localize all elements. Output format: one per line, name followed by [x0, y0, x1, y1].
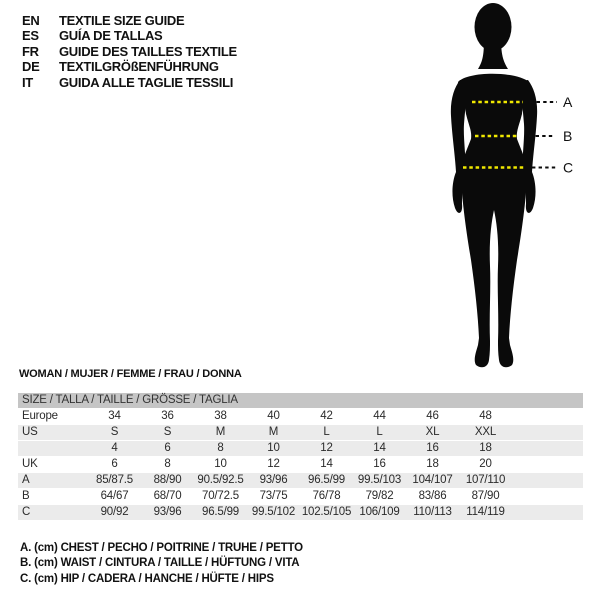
size-value-cell: S: [163, 426, 172, 438]
table-row: [18, 489, 583, 504]
size-value-cell: XL: [425, 426, 440, 438]
size-value-cell: 88/90: [153, 474, 182, 486]
language-title: GUÍA DE TALLAS: [59, 28, 163, 44]
table-row: [18, 409, 583, 424]
size-value-cell: 73/75: [259, 490, 288, 502]
size-value-cell: 10: [267, 442, 280, 454]
legend-line: A. (cm) CHEST / PECHO / POITRINE / TRUHE / PETTO: [20, 542, 303, 554]
section-title: WOMAN / MUJER / FEMME / FRAU / DONNA: [19, 368, 242, 380]
table-row: [18, 473, 583, 488]
table-row: [18, 425, 583, 440]
size-value-cell: 90/92: [100, 506, 129, 518]
legend-line: C. (cm) HIP / CADERA / HANCHE / HÜFTE / HIPS: [20, 572, 274, 585]
size-value-cell: 14: [320, 458, 333, 470]
size-value-cell: M: [268, 426, 279, 438]
size-value-cell: 14: [373, 442, 386, 454]
row-filler: [512, 457, 583, 472]
size-value-cell: L: [376, 426, 383, 438]
row-label: C: [22, 506, 31, 518]
size-value-cell: S: [110, 426, 119, 438]
size-value-cell: 93/96: [153, 506, 182, 518]
size-value-cell: XXL: [474, 426, 497, 438]
size-value-cell: 107/110: [465, 474, 506, 486]
size-value-cell: 4: [111, 442, 118, 454]
size-value-cell: 16: [426, 442, 439, 454]
legend-line: B. (cm) WAIST / CINTURA / TAILLE / HÜFTUNG / VITA: [20, 557, 300, 570]
row-filler: [512, 409, 583, 424]
size-value-cell: 8: [217, 442, 224, 454]
size-value-cell: 34: [108, 410, 121, 422]
measure-label-b: B: [563, 128, 573, 144]
size-value-cell: 76/78: [312, 490, 341, 502]
language-title: GUIDA ALLE TAGLIE TESSILI: [59, 74, 234, 90]
size-value-cell: 99.5/102: [251, 506, 296, 518]
row-label: A: [22, 474, 30, 486]
size-table-header: SIZE / TALLA / TAILLE / GRÖSSE / TAGLIA: [18, 393, 583, 408]
size-value-cell: 83/86: [418, 490, 447, 502]
size-table: [18, 393, 583, 521]
size-value-cell: 12: [267, 458, 280, 470]
row-filler: [512, 425, 583, 440]
table-row: [18, 505, 583, 520]
size-value-cell: 70/72.5: [202, 490, 239, 502]
size-value-cell: 96.5/99: [308, 474, 345, 486]
language-code: DE: [22, 59, 40, 75]
size-value-cell: 96.5/99: [202, 506, 239, 518]
language-row: [22, 59, 237, 74]
size-value-cell: 85/87.5: [96, 474, 133, 486]
size-value-cell: 99.5/103: [357, 474, 402, 486]
language-title: GUIDE DES TAILLES TEXTILE: [59, 43, 237, 59]
language-code: ES: [22, 28, 39, 44]
size-value-cell: 42: [320, 410, 333, 422]
language-row: [22, 75, 237, 90]
language-code: EN: [22, 13, 40, 28]
size-value-cell: 10: [214, 458, 227, 470]
language-row: [22, 13, 237, 28]
size-value-cell: 93/96: [259, 474, 288, 486]
woman-silhouette-icon: [451, 3, 537, 367]
size-value-cell: L: [323, 426, 330, 438]
size-value-cell: 90.5/92.5: [197, 474, 244, 486]
size-value-cell: 79/82: [365, 490, 394, 502]
language-code: IT: [22, 74, 33, 90]
size-value-cell: 87/90: [471, 490, 500, 502]
size-value-cell: 106/109: [359, 506, 400, 518]
size-value-cell: 46: [426, 410, 439, 422]
measure-label-a: A: [563, 94, 573, 110]
size-value-cell: 64/67: [100, 490, 129, 502]
row-label: US: [22, 426, 38, 438]
language-row: [22, 44, 237, 59]
size-value-cell: 48: [479, 410, 492, 422]
size-value-cell: 104/107: [412, 474, 453, 486]
size-value-cell: 36: [161, 410, 174, 422]
size-value-cell: 20: [479, 458, 492, 470]
measure-legend: [20, 541, 303, 587]
row-label: [18, 441, 88, 456]
size-value-cell: 38: [214, 410, 227, 422]
size-value-cell: 110/113: [413, 506, 452, 518]
row-label: Europe: [22, 410, 58, 422]
size-value-cell: 6: [164, 442, 171, 454]
measure-label-c: C: [563, 159, 574, 176]
size-value-cell: 8: [164, 458, 171, 470]
language-title: TEXTILGRÖßENFÜHRUNG: [59, 59, 219, 75]
row-filler: [512, 489, 583, 504]
row-filler: [512, 505, 583, 520]
woman-silhouette-figure: [410, 0, 582, 372]
language-row: [22, 28, 237, 43]
size-value-cell: 68/70: [153, 490, 182, 502]
silhouette-torso-legs: [458, 74, 529, 368]
size-value-cell: 18: [479, 442, 492, 454]
size-value-cell: 40: [267, 410, 280, 422]
size-value-cell: 102.5/105: [301, 506, 352, 518]
size-value-cell: 18: [426, 458, 439, 470]
row-label: UK: [22, 458, 38, 470]
size-value-cell: 114/119: [466, 506, 505, 518]
language-code: FR: [22, 43, 39, 59]
row-filler: [512, 441, 583, 456]
size-value-cell: M: [215, 426, 226, 438]
language-title: TEXTILE SIZE GUIDE: [59, 13, 185, 28]
row-filler: [512, 473, 583, 488]
table-row: [18, 457, 583, 472]
size-value-cell: 16: [373, 458, 386, 470]
size-table-rows: [18, 409, 583, 520]
size-value-cell: 12: [320, 442, 333, 454]
size-value-cell: 44: [373, 410, 386, 422]
table-row: [18, 441, 583, 456]
size-value-cell: 6: [111, 458, 118, 470]
row-label: B: [22, 490, 30, 502]
language-list: [22, 13, 237, 90]
